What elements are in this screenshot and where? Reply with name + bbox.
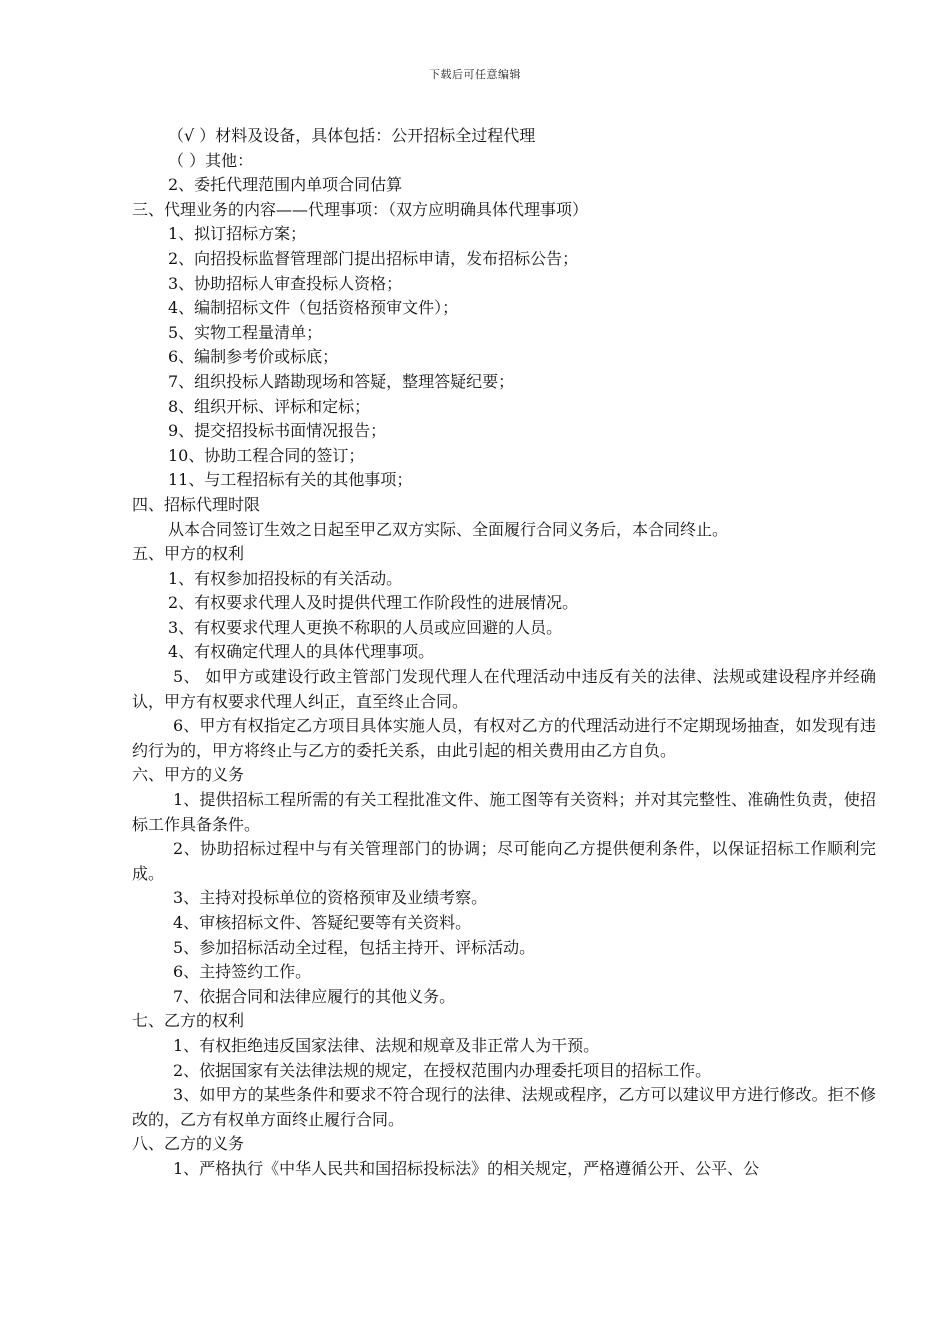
list-item: 2、向招投标监督管理部门提出招标申请，发布招标公告；	[168, 248, 579, 268]
list-item: 6、编制参考价或标底；	[168, 347, 339, 367]
list-item: 3、如甲方的某些条件和要求不符合现行的法律、法规或程序，乙方可以建议甲方进行修改。拒不修改的，乙方有权单方面终止履行合同。	[132, 1085, 876, 1129]
list-item: 1、有权参加招投标的有关活动。	[168, 568, 403, 588]
page-header: 下载后可任意编辑	[429, 68, 521, 81]
list-item: 1、提供招标工程所需的有关工程批准文件、施工图等有关资料；并对其完整性、准确性负责，使招标工作具备条件。	[132, 790, 876, 834]
list-item: 10、协助工程合同的签订；	[168, 445, 365, 465]
list-item: 6、主持签约工作。	[173, 962, 312, 982]
list-item: 5、参加招标活动全过程，包括主持开、评标活动。	[173, 937, 536, 957]
list-item: 1、拟订招标方案；	[168, 224, 307, 244]
list-item: 5、实物工程量清单；	[168, 322, 323, 342]
text-line: （√ ）材料及设备，具体包括：公开招标全过程代理	[168, 126, 536, 145]
list-item: 6、甲方有权指定乙方项目具体实施人员，有权对乙方的代理活动进行不定期现场抽查，如发现有违约行为的，甲方将终止与乙方的委托关系，由此引起的相关费用由乙方自负。	[132, 716, 876, 760]
list-item: 4、编制招标文件（包括资格预审文件）；	[168, 298, 459, 318]
list-item: 2、依据国家有关法律法规的规定，在授权范围内办理委托项目的招标工作。	[173, 1060, 712, 1080]
list-item: 7、组织投标人踏勘现场和答疑，整理答疑纪要；	[168, 371, 515, 391]
document-body	[132, 124, 876, 1182]
paragraph: 从本合同签订生效之日起至甲乙双方实际、全面履行合同义务后，本合同终止。	[168, 519, 729, 539]
list-item: 2、有权要求代理人及时提供代理工作阶段性的进展情况。	[168, 593, 579, 613]
text-line: （ ）其他：	[168, 150, 254, 170]
list-item: 3、主持对投标单位的资格预审及业绩考察。	[173, 888, 488, 908]
list-item: 1、有权拒绝违反国家法律、法规和规章及非正常人为干预。	[173, 1035, 600, 1055]
list-item: 9、提交招投标书面情况报告；	[168, 421, 387, 441]
section-heading: 三、代理业务的内容——代理事项：（双方应明确具体代理事项）	[132, 199, 589, 219]
list-item: 4、有权确定代理人的具体代理事项。	[168, 642, 435, 662]
list-item: 5、 如甲方或建设行政主管部门发现代理人在代理活动中违反有关的法律、法规或建设程序并经确认，甲方有权要求代理人纠正，直至终止合同。	[132, 667, 876, 711]
section-heading: 五、甲方的权利	[132, 544, 245, 564]
list-item: 3、有权要求代理人更换不称职的人员或应回避的人员。	[168, 617, 563, 637]
text-line: 2、委托代理范围内单项合同估算	[168, 175, 403, 195]
section-heading: 四、招标代理时限	[132, 494, 261, 514]
list-item: 8、组织开标、评标和定标；	[168, 396, 371, 416]
list-item: 11、与工程招标有关的其他事项；	[168, 470, 413, 490]
section-heading: 六、甲方的义务	[132, 765, 245, 785]
section-heading: 八、乙方的义务	[132, 1134, 245, 1154]
list-item: 4、审核招标文件、答疑纪要等有关资料。	[173, 913, 472, 932]
section-heading: 七、乙方的权利	[132, 1011, 245, 1031]
list-item: 2、协助招标过程中与有关管理部门的协调；尽可能向乙方提供便利条件，以保证招标工作顺利完成。	[132, 839, 876, 883]
list-item: 7、依据合同和法律应履行的其他义务。	[173, 986, 456, 1006]
list-item: 1、严格执行《中华人民共和国招标投标法》的相关规定，严格遵循公开、公平、公	[173, 1158, 760, 1178]
list-item: 3、协助招标人审查投标人资格；	[168, 273, 403, 293]
